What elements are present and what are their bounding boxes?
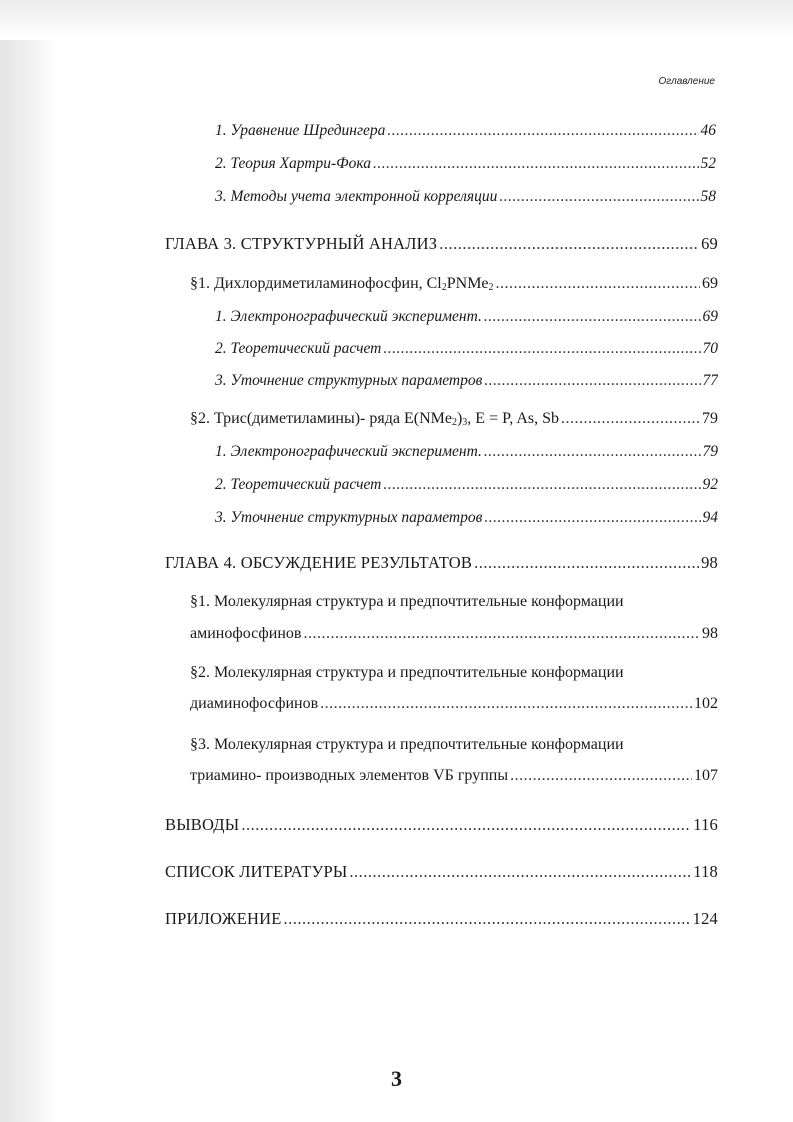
toc-section-page: 102 [694,695,718,712]
dot-leader [283,909,690,929]
scan-shadow-top [0,0,793,40]
toc-section-title-line1[interactable]: §1. Молекулярная структура и предпочтительные конформации [190,593,624,610]
dot-leader [383,476,700,494]
page-number: 3 [391,1066,402,1091]
toc-entry-title: 2. Теоретический расчет [215,340,382,357]
toc-section[interactable] [190,695,718,713]
toc-entry-page: 92 [702,476,718,493]
toc-entry-page: 70 [702,340,718,357]
toc-chapter-page: 124 [692,909,718,928]
toc-section-page: 98 [702,625,718,642]
dot-leader [499,188,698,206]
toc-section-title-line2: аминофосфинов [190,625,302,642]
running-header: Оглавление [658,76,715,87]
toc-section-title-line2: диаминофосфинов [190,695,319,712]
toc-entry[interactable] [215,122,716,140]
toc-chapter-title: ВЫВОДЫ [165,815,240,834]
dot-leader [484,308,701,326]
dot-leader [320,695,692,713]
toc-section-title-line1[interactable]: §3. Молекулярная структура и предпочтительные конформации [190,736,624,753]
toc-chapter-page: 116 [693,815,718,834]
toc-section-page: 69 [702,275,718,292]
toc-entry[interactable] [215,443,718,461]
toc-section[interactable] [190,767,718,785]
dot-leader [241,815,691,835]
toc-chapter-title: СПИСОК ЛИТЕРАТУРЫ [165,862,348,881]
dot-leader [373,155,698,173]
toc-entry[interactable] [215,340,718,358]
dot-leader [387,122,698,140]
dot-leader [561,410,700,428]
dot-leader [439,234,699,254]
toc-section-page: 79 [702,410,718,427]
toc-chapter[interactable] [165,815,718,835]
toc-chapter-page: 69 [701,234,718,253]
toc-section-page: 107 [694,767,718,784]
toc-chapter-title: ГЛАВА 4. ОБСУЖДЕНИЕ РЕЗУЛЬТАТОВ [165,553,473,572]
dot-leader [349,862,691,882]
toc-chapter-page: 118 [693,862,718,881]
toc-entry-title: 2. Теоретический расчет [215,476,382,493]
dot-leader [474,553,699,573]
dot-leader [484,372,700,390]
toc-entry-page: 46 [700,122,716,139]
toc-chapter-title: ГЛАВА 3. СТРУКТУРНЫЙ АНАЛИЗ [165,234,438,253]
toc-entry-title: 1. Уравнение Шредингера [215,122,386,139]
dot-leader [484,443,701,461]
toc-section-title-line1[interactable]: §2. Молекулярная структура и предпочтительные конформации [190,664,624,681]
toc-entry-title: 3. Уточнение структурных параметров [215,372,483,389]
toc-chapter[interactable] [165,234,718,254]
toc-entry-page: 94 [702,509,718,526]
scan-shadow-left [0,0,58,1122]
toc-entry-page: 77 [702,372,718,389]
toc-entry-title: 1. Электронографический эксперимент. [215,443,482,460]
toc-entry[interactable] [215,308,718,326]
toc-entry-title: 1. Электронографический эксперимент. [215,308,482,325]
toc-chapter-page: 98 [701,553,718,572]
toc-entry[interactable] [215,476,718,494]
toc-chapter-title: ПРИЛОЖЕНИЕ [165,909,282,928]
toc-section-title-line2: триамино- производных элементов VБ группы [190,767,509,784]
dot-leader [303,625,700,643]
dot-leader [510,767,692,785]
toc-entry-title: 3. Уточнение структурных параметров [215,509,483,526]
toc-section[interactable] [190,625,718,643]
toc-section[interactable] [190,410,718,428]
toc-chapter[interactable] [165,862,718,882]
toc-section-title: §2. Трис(диметиламины)- ряда $E(NMe_2)_3$, E = P, As, Sb [190,410,560,428]
toc-entry[interactable] [215,372,718,390]
dot-leader [496,275,700,293]
toc-entry-page: 52 [700,155,716,172]
toc-entry-title: 3. Методы учета электронной корреляции [215,188,498,205]
toc-entry[interactable] [215,188,716,206]
dot-leader [484,509,700,527]
toc-section-title: §1. Дихлордиметиламинофосфин, $Cl_2PNMe_2$ [190,275,494,293]
dot-leader [383,340,700,358]
toc-chapter[interactable] [165,909,718,929]
toc-entry-page: 69 [702,308,718,325]
toc-entry[interactable] [215,155,716,173]
toc-entry-page: 58 [700,188,716,205]
toc-entry-title: 2. Теория Хартри-Фока [215,155,372,172]
toc-section[interactable] [190,275,718,293]
toc-chapter[interactable] [165,553,718,573]
toc-entry-page: 79 [702,443,718,460]
toc-entry[interactable] [215,509,718,527]
